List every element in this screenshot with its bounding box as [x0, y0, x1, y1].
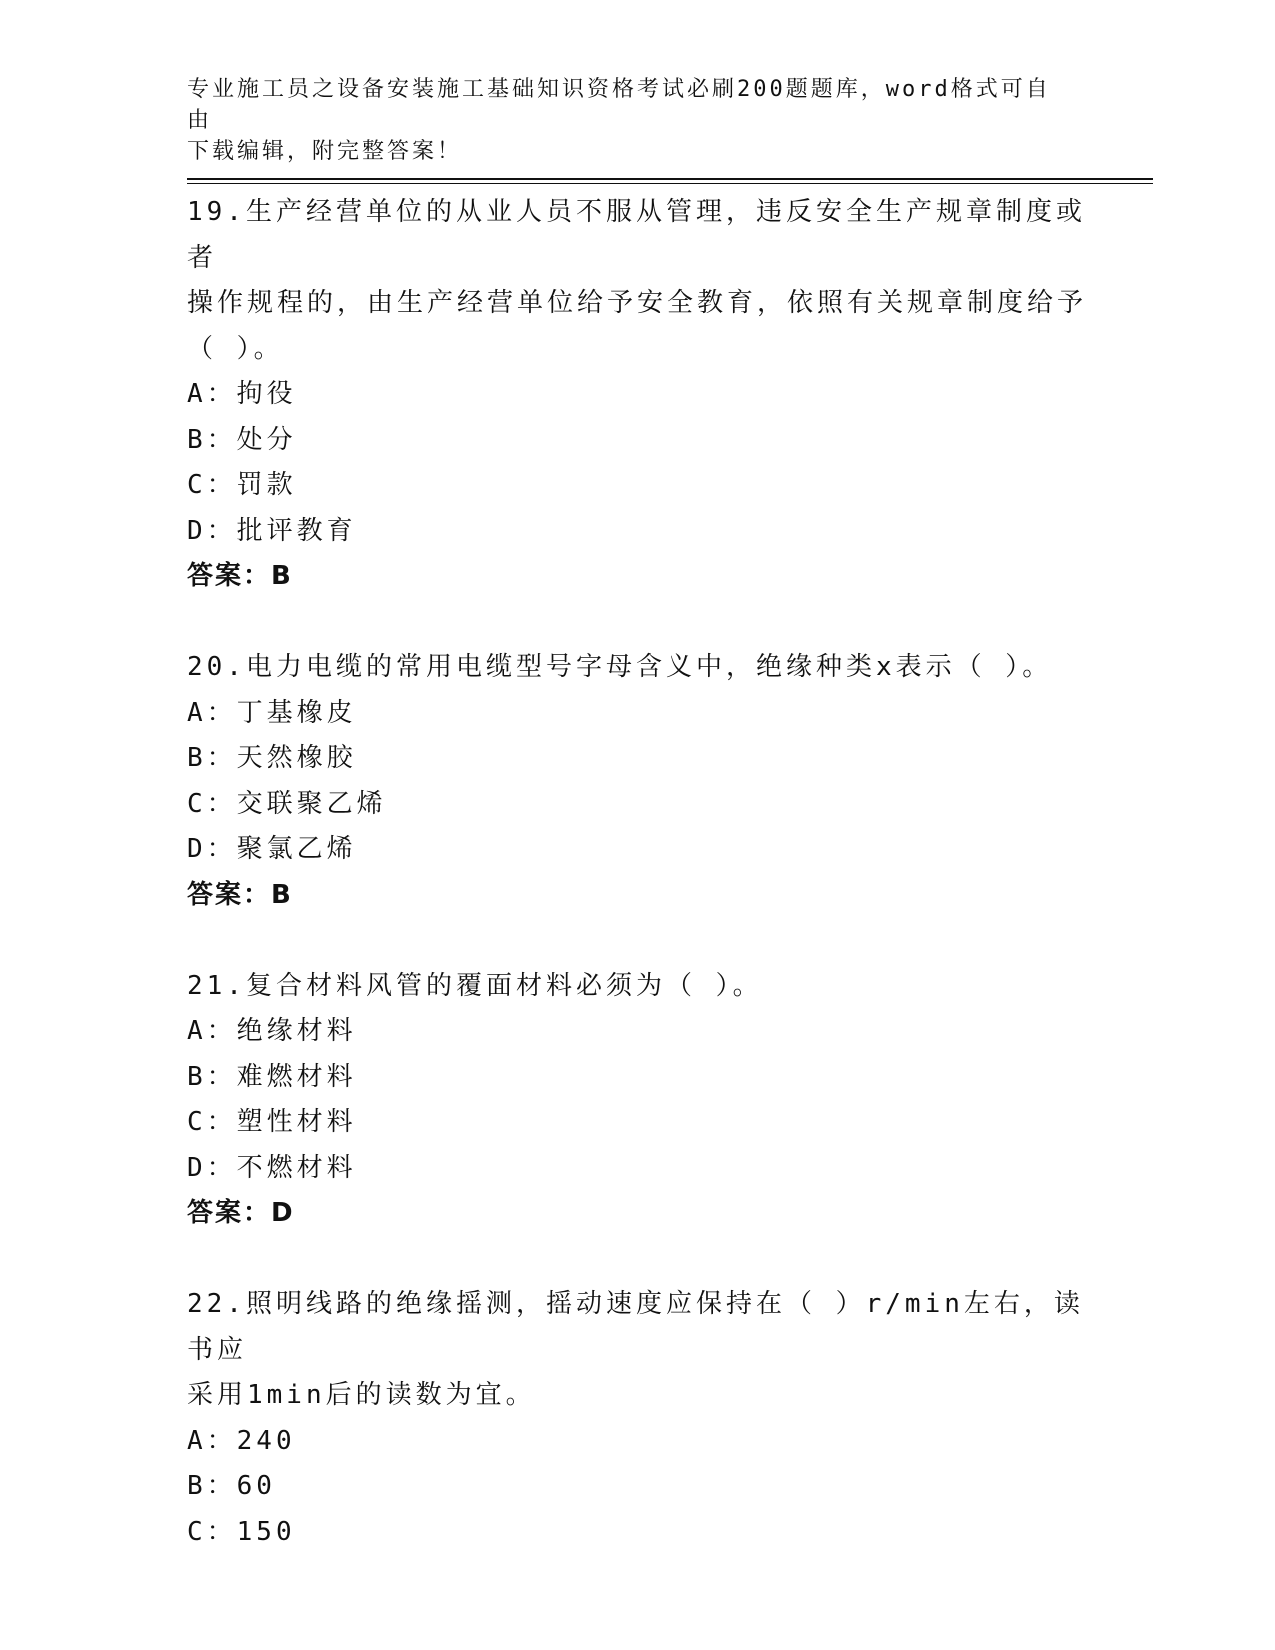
question-spacer: [187, 918, 1107, 964]
question-stem-line: 采用1min后的读数为宜。: [187, 1380, 536, 1410]
option-c: C：罚款: [187, 470, 297, 500]
option-d: D：不燃材料: [187, 1152, 357, 1183]
header-divider-thick: [187, 178, 1153, 180]
answer-line: 答案：D: [187, 1198, 295, 1228]
header-line-1: 专业施工员之设备安装施工基础知识资格考试必刷200题题库，word格式可自由: [187, 77, 1051, 133]
option-d: D：批评教育: [187, 515, 357, 546]
option-d: D：聚氯乙烯: [187, 834, 357, 864]
option-b: B：60: [187, 1471, 276, 1501]
question-stem-line: （ ）。: [187, 333, 284, 364]
question-spacer: [187, 1237, 1107, 1283]
option-c: C：交联聚乙烯: [187, 788, 387, 819]
question-list: [187, 190, 1107, 1555]
option-b: B：天然橡胶: [187, 743, 357, 773]
answer-line: 答案：B: [187, 879, 293, 910]
question-stem-line: 操作规程的，由生产经营单位给予安全教育，依照有关规章制度给予: [187, 288, 1088, 318]
question-stem-line: 19.生产经营单位的从业人员不服从管理，违反安全生产规章制度或者: [187, 197, 1086, 273]
option-c: C：塑性材料: [187, 1107, 357, 1137]
option-a: A：丁基橡皮: [187, 697, 357, 728]
option-a: A：240: [187, 1425, 296, 1456]
question-stem-line: 22.照明线路的绝缘摇测，摇动速度应保持在（ ）r/min左右，读书应: [187, 1289, 1084, 1365]
question-stem-line: 20.电力电缆的常用电缆型号字母含义中，绝缘种类x表示（ ）。: [187, 652, 1053, 682]
question-19: [187, 190, 1107, 600]
question-20: [187, 645, 1107, 918]
option-a: A：拘役: [187, 379, 297, 409]
question-21: [187, 964, 1107, 1237]
question-22: [187, 1282, 1107, 1555]
option-c: C：150: [187, 1516, 296, 1547]
question-spacer: [187, 600, 1107, 646]
option-a: A：绝缘材料: [187, 1016, 357, 1046]
document-header: [187, 74, 1067, 167]
option-b: B：处分: [187, 424, 297, 455]
header-divider-thin: [187, 183, 1153, 184]
answer-line: 答案：B: [187, 561, 293, 591]
header-line-2: 下载编辑，附完整答案！: [187, 139, 463, 164]
question-stem-line: 21.复合材料风管的覆面材料必须为（ ）。: [187, 970, 763, 1001]
option-b: B：难燃材料: [187, 1061, 357, 1092]
